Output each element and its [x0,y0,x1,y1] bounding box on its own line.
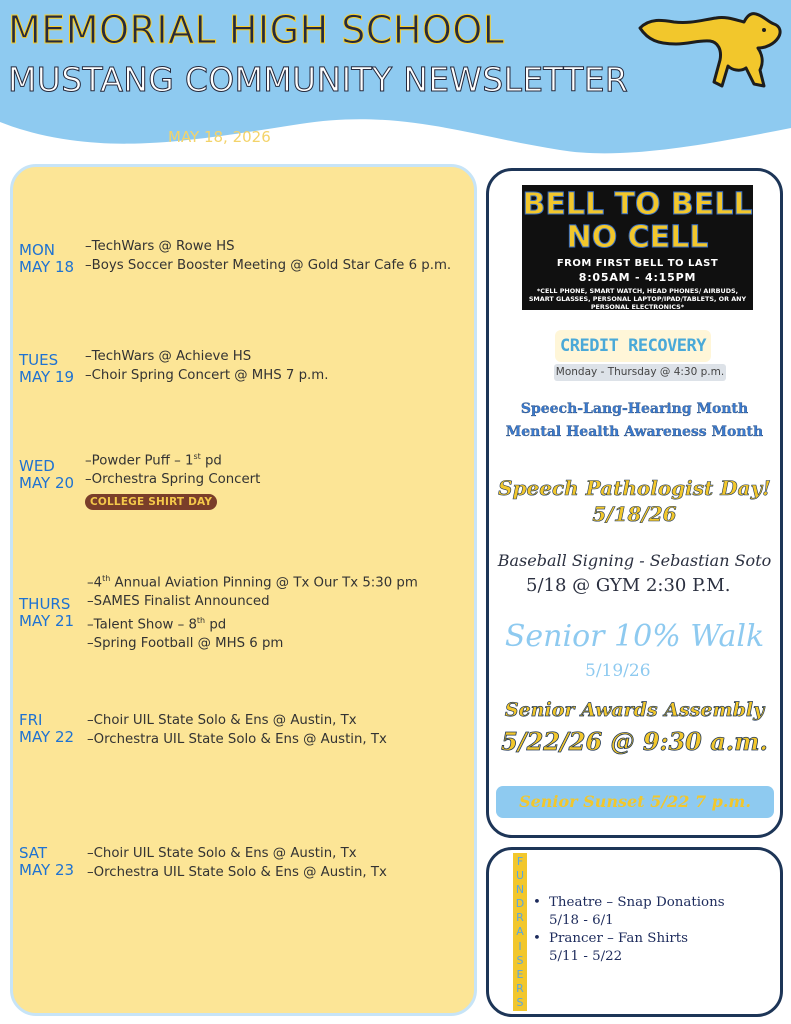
heading-letter: R [516,911,524,925]
event-item: –Talent Show – 8th pd [87,616,227,633]
heading-letter: S [516,995,524,1009]
school-name: MEMORIAL HIGH SCHOOL [8,8,505,52]
fundraiser-dates: 5/18 - 6/1 [549,913,614,928]
issue-date: MAY 18, 2026 [168,128,271,146]
day-events-wednesday [85,448,474,510]
bell-device-list: *CELL PHONE, SMART WATCH, HEAD PHONES/ AIRBUDS, SMART GLASSES, PERSONAL LAPTOP/IPAD/TABLETS, OR ANY PERSONAL ELECTRONICS* [528,287,747,310]
heading-letter: R [516,981,524,995]
heading-letter: F [516,855,524,868]
heading-letter: I [518,939,522,953]
senior-sunset-bar: Senior Sunset 5/22 7 p.m. [496,786,774,818]
day-date: MAY 21 [19,612,75,630]
list-item [533,894,773,930]
day-events-tuesday [85,348,474,386]
event-item: –Orchestra UIL State Solo & Ens @ Austin, Tx [87,864,387,880]
event-item: –SAMES Finalist Announced [87,594,270,610]
day-events-saturday [87,845,474,883]
day-label-thursday [19,596,83,630]
list-item [533,930,773,966]
awareness-month: Speech-Lang-Hearing Month [520,401,749,417]
fundraisers-heading [513,853,527,1011]
event-item: –Orchestra Spring Concert [85,472,261,488]
mustang-horse-logo-icon [636,10,786,95]
bell-hours: 8:05AM - 4:15PM [578,271,697,284]
bell-subheadline: NO CELL [566,220,709,255]
awards-assembly-title: Senior Awards Assembly [504,699,765,721]
day-events-friday [87,712,474,750]
event-item: –Choir Spring Concert @ MHS 7 p.m. [85,367,329,383]
baseball-signing-when: 5/18 @ GYM 2:30 P.M. [526,575,731,596]
weekly-calendar-panel [10,164,477,1016]
event-item: –Powder Puff – 1st pd [85,452,222,469]
credit-recovery-box [555,330,711,362]
event-item: –Choir UIL State Solo & Ens @ Austin, Tx [87,713,357,728]
day-name: TUES [19,351,59,369]
awareness-month: Mental Health Awareness Month [505,424,764,440]
newsletter-title: MUSTANG COMMUNITY NEWSLETTER [8,60,629,99]
bell-policy: FROM FIRST BELL TO LAST [556,258,719,269]
awards-assembly-when: 5/22/26 @ 9:30 a.m. [501,727,768,756]
credit-recovery-schedule: Monday - Thursday @ 4:30 p.m. [554,364,726,381]
fundraiser-name: • Theatre – Snap Donations [533,894,773,912]
heading-letter: S [516,953,524,967]
college-shirt-day-badge: COLLEGE SHIRT DAY [85,494,217,510]
heading-letter: A [516,925,524,939]
day-date: MAY 20 [19,474,75,492]
day-name: FRI [19,711,43,729]
event-item: –Orchestra UIL State Solo & Ens @ Austin, Tx [87,731,387,747]
bell-to-bell-banner [522,185,753,310]
day-name: WED [19,457,55,475]
event-item: –TechWars @ Rowe HS [85,239,235,254]
fundraiser-list [533,894,773,966]
day-date: MAY 18 [19,258,75,276]
day-name: SAT [19,844,48,862]
day-label-monday [19,242,83,276]
senior-walk-date: 5/19/26 [585,661,651,681]
day-date: MAY 22 [19,728,75,746]
event-item: –TechWars @ Achieve HS [85,349,252,364]
heading-letter: N [515,883,525,897]
day-name: MON [19,241,55,259]
senior-walk-title: Senior 10% Walk [504,619,765,654]
day-label-saturday [19,845,83,879]
baseball-signing-title: Baseball Signing - Sebastian Soto [497,551,772,570]
day-date: MAY 19 [19,368,75,386]
event-item: –Boys Soccer Booster Meeting @ Gold Star Cafe 6 p.m. [85,257,452,273]
announcements-panel [486,168,783,838]
fundraisers-panel [486,847,783,1017]
speech-day-date: 5/18/26 [592,502,677,526]
day-label-tuesday [19,352,83,386]
credit-recovery-title: CREDIT RECOVERY [559,336,707,356]
bell-headline: BELL TO BELL [522,187,753,222]
speech-day-title: Speech Pathologist Day! [498,476,771,500]
day-label-friday [19,712,83,746]
event-item: –Spring Football @ MHS 6 pm [87,636,284,652]
event-item: –Choir UIL State Solo & Ens @ Austin, Tx [87,846,357,861]
day-label-wednesday [19,458,83,492]
day-events-thursday [87,570,474,654]
heading-letter: D [515,897,525,911]
event-item: –4th Annual Aviation Pinning @ Tx Our Tx 5:30 pm [87,574,418,591]
heading-letter: U [515,869,525,883]
heading-letter: E [516,967,524,981]
fundraiser-dates: 5/11 - 5/22 [549,949,623,964]
day-date: MAY 23 [19,861,75,879]
day-events-monday [85,238,474,276]
day-name: THURS [19,595,71,613]
fundraiser-name: • Prancer – Fan Shirts [533,930,773,948]
